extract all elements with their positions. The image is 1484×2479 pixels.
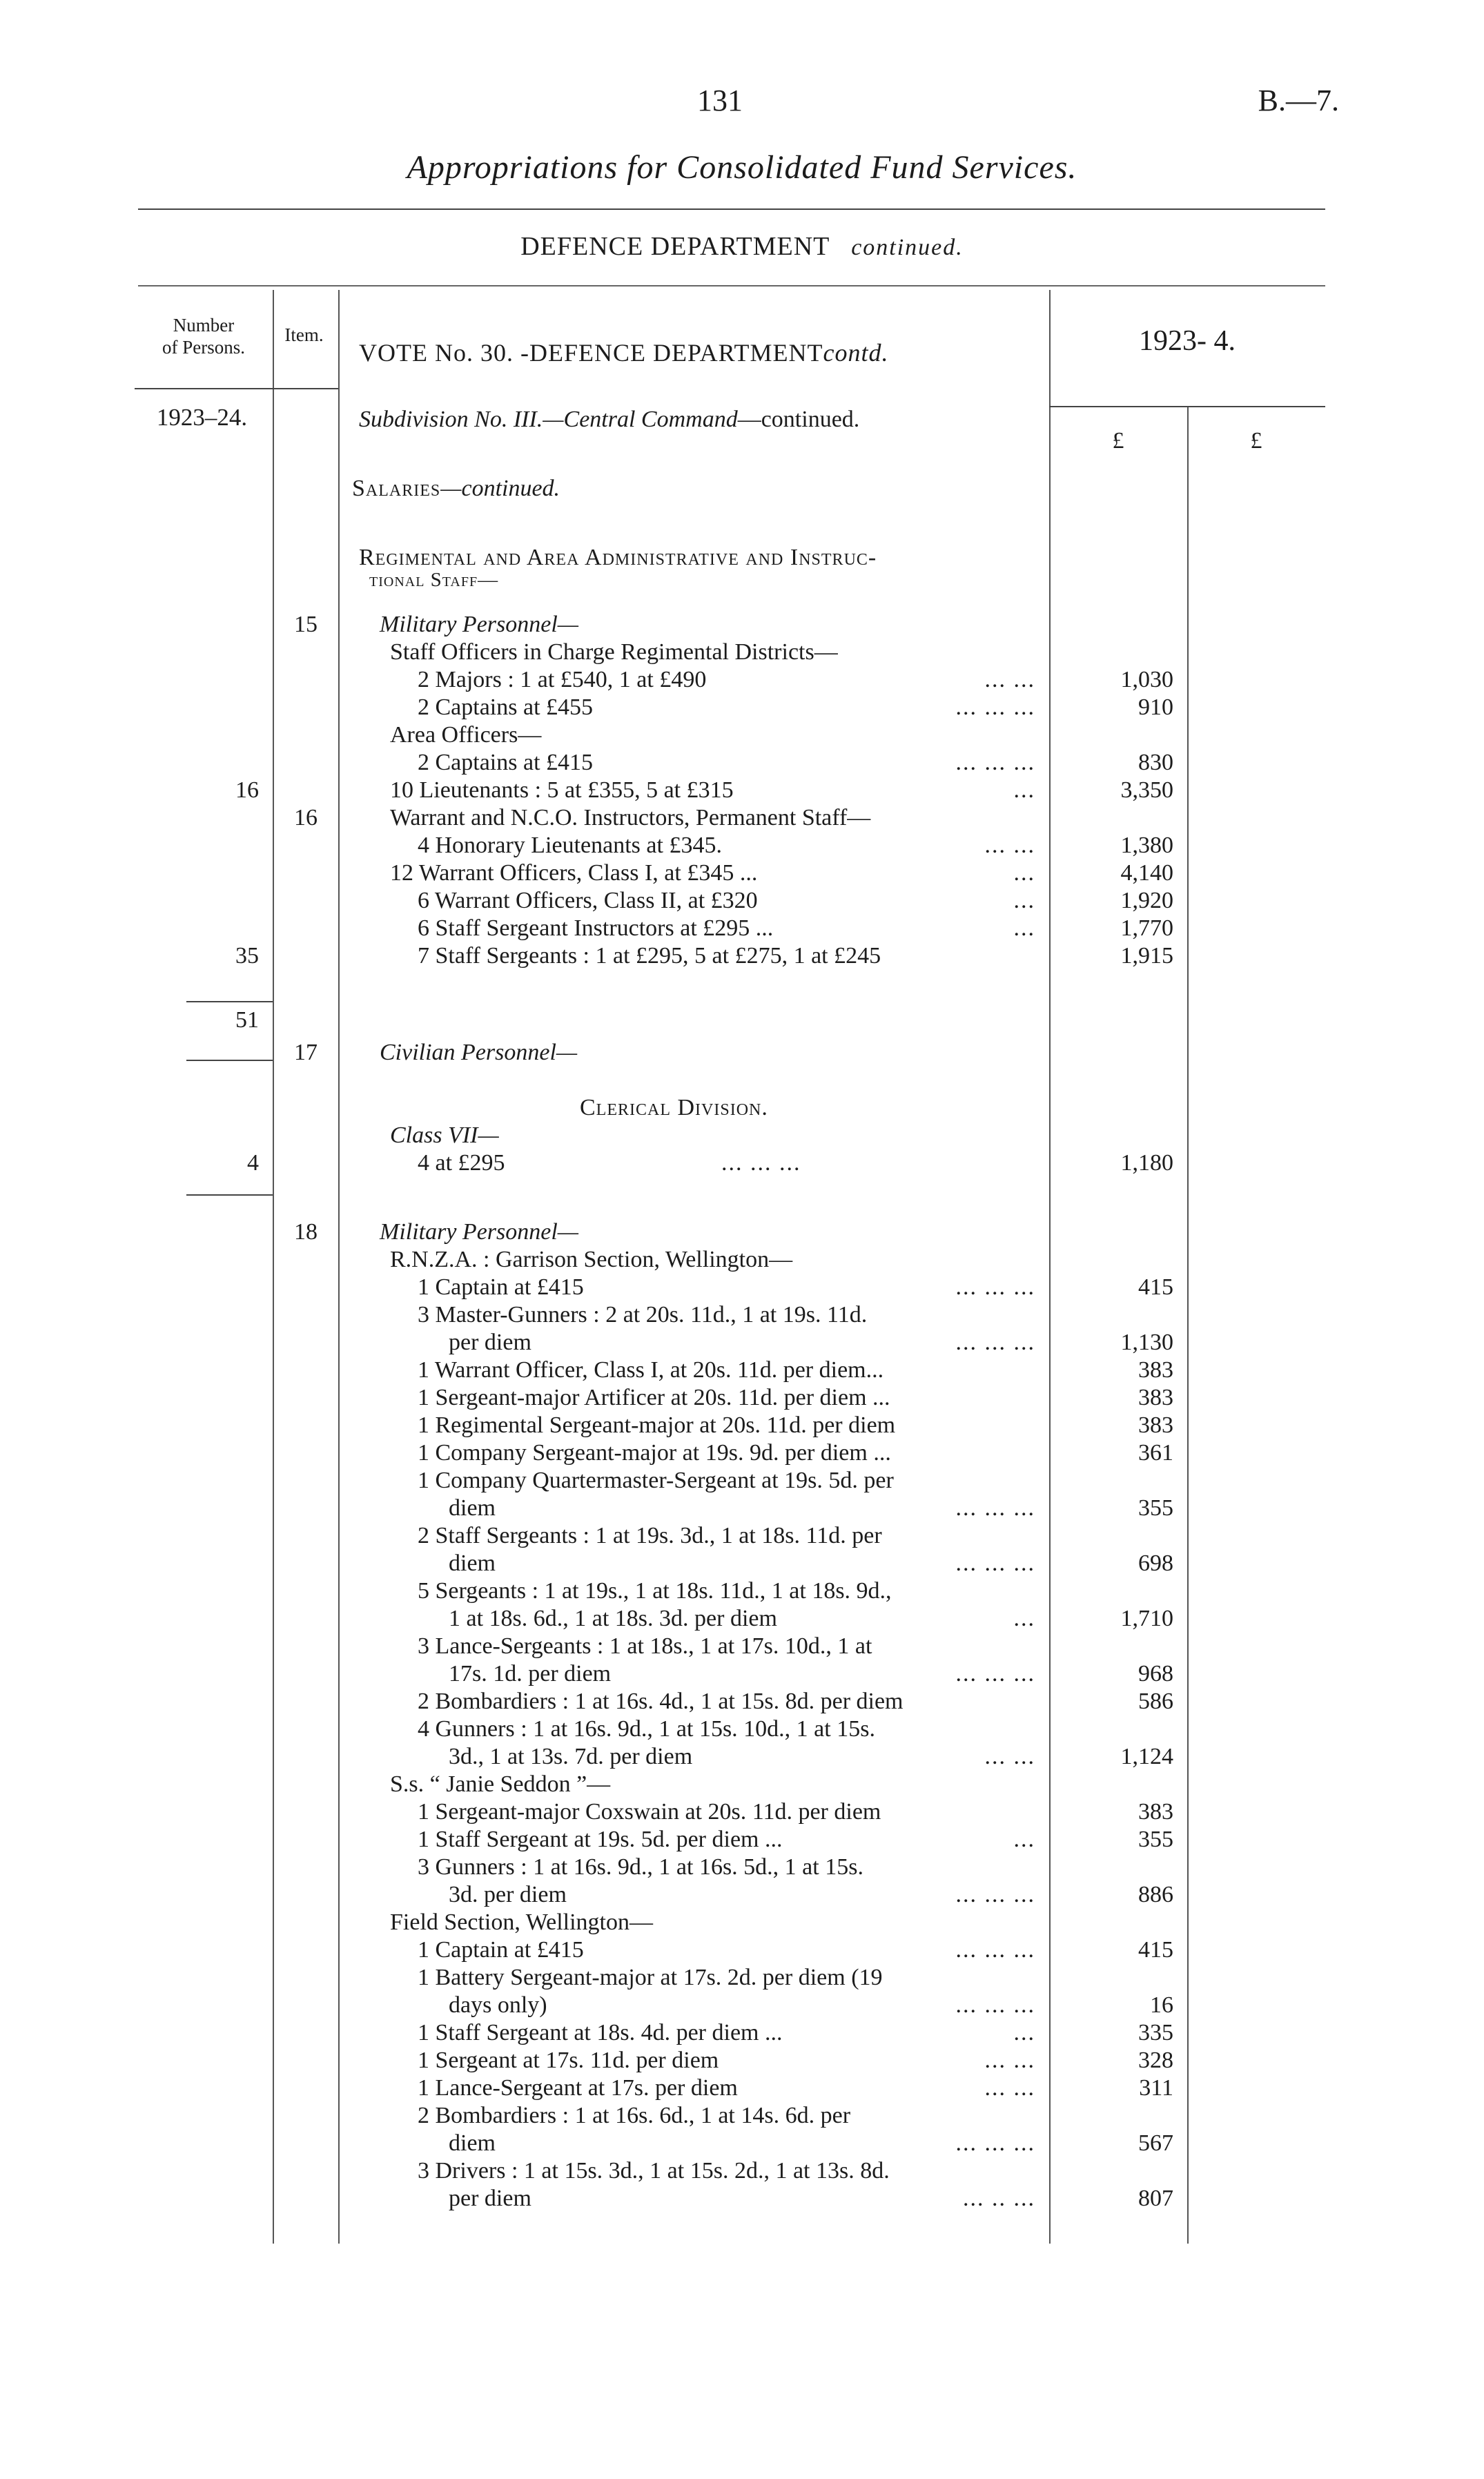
regimental-row-amount: 3,350 — [1120, 777, 1173, 803]
military-row-amount: 311 — [1139, 2075, 1173, 2101]
military-row-amount: 383 — [1138, 1385, 1173, 1410]
regimental-heading-line2: tional Staff— — [369, 569, 499, 591]
military-row-text: 1 Company Quartermaster-Sergeant at 19s. 5d. per — [418, 1468, 894, 1493]
military-leader-dots: ... ... ... — [955, 1661, 1035, 1686]
vote-title — [359, 338, 888, 367]
military-row-text: 1 Lance-Sergeant at 17s. per diem — [418, 2075, 738, 2101]
regimental-row-text: 4 Honorary Lieutenants at £345. — [418, 833, 722, 858]
military-row-amount: 361 — [1138, 1440, 1173, 1466]
regimental-leader-dots: ... — [1013, 888, 1035, 913]
civilian-persons: 4 — [247, 1150, 259, 1176]
pound-sign-2: £ — [1250, 428, 1262, 454]
military-row-text: 3d., 1 at 13s. 7d. per diem — [449, 1744, 693, 1769]
regimental-row-text: 6 Staff Sergeant Instructors at £295 ... — [418, 915, 774, 941]
military-row-amount: 1,124 — [1120, 1744, 1173, 1769]
military-row-text: 1 Captain at £415 — [418, 1937, 584, 1963]
regimental-row-text: Military Personnel— — [380, 612, 579, 637]
military-row-text: diem — [449, 1495, 496, 1521]
military-row-amount: 415 — [1138, 1937, 1173, 1963]
military-row-text: diem — [449, 2130, 496, 2156]
header-persons — [131, 314, 276, 358]
military-row-text: per diem — [449, 2186, 531, 2211]
military-row-text: 1 Sergeant-major Artificer at 20s. 11d. per diem ... — [418, 1385, 890, 1410]
class-vii-heading: Class VII— — [390, 1122, 499, 1148]
regimental-leader-dots: ... ... — [984, 833, 1035, 858]
military-row-text: per diem — [449, 1330, 531, 1355]
military-leader-dots: ... — [1013, 1606, 1035, 1631]
regimental-heading-line1: Regimental and Area Administrative and Instruc- — [359, 545, 877, 570]
military-leader-dots: ... — [1013, 2020, 1035, 2045]
department-heading — [0, 231, 1484, 262]
page-reference: B.—7. — [1258, 84, 1339, 117]
regimental-row-item-number: 15 — [294, 612, 318, 637]
column-rule-persons — [273, 290, 274, 2244]
military-row-text: 2 Staff Sergeants : 1 at 19s. 3d., 1 at 18s. 11d. per — [418, 1523, 882, 1548]
regimental-row-persons: 16 — [235, 777, 259, 803]
year-left: 1923–24. — [156, 404, 248, 431]
military-row-text: R.N.Z.A. : Garrison Section, Wellington— — [390, 1247, 793, 1272]
military-row-text: 2 Bombardiers : 1 at 16s. 4d., 1 at 15s. 8d. per diem — [418, 1689, 904, 1714]
military-row-text: 1 Warrant Officer, Class I, at 20s. 11d. per diem... — [418, 1357, 884, 1383]
military-row-text: Field Section, Wellington— — [390, 1909, 654, 1935]
regimental-row-text: Staff Officers in Charge Regimental Districts— — [390, 639, 838, 665]
military-row-text: 17s. 1d. per diem — [449, 1661, 612, 1686]
military-leader-dots: ... ... ... — [955, 1992, 1035, 2018]
military-row-amount: 415 — [1138, 1274, 1173, 1300]
military-row-text: S.s. “ Janie Seddon ”— — [390, 1771, 611, 1797]
military-row-amount: 886 — [1138, 1882, 1173, 1907]
military-leader-dots: ... ... ... — [955, 1274, 1035, 1300]
page-title: Appropriations for Consolidated Fund Services. — [407, 149, 1077, 186]
military-leader-dots: ... ... — [984, 1744, 1035, 1769]
military-leader-dots: ... ... ... — [955, 1330, 1035, 1355]
column-rule-item — [338, 290, 340, 2244]
military-row-amount: 1,710 — [1120, 1606, 1173, 1631]
military-leader-dots: ... ... — [984, 2075, 1035, 2101]
military-row-text: 1 Battery Sergeant-major at 17s. 2d. per diem (19 — [418, 1965, 883, 1990]
regimental-leader-dots: ... — [1013, 777, 1035, 803]
regimental-row-text: Area Officers— — [390, 722, 542, 748]
military-leader-dots: ... .. ... — [963, 2186, 1035, 2211]
regimental-row-text: 2 Majors : 1 at £540, 1 at £490 — [418, 667, 707, 692]
military-row-amount: 968 — [1138, 1661, 1173, 1686]
civilian-line: 4 at £295 — [418, 1150, 505, 1176]
page-number: 131 — [697, 84, 743, 117]
regimental-leader-dots: ... ... ... — [955, 694, 1035, 720]
military-row-text: 3 Gunners : 1 at 16s. 9d., 1 at 16s. 5d., 1 at 15s. — [418, 1854, 863, 1880]
military-row-amount: 698 — [1138, 1550, 1173, 1576]
military-row-text: 1 Regimental Sergeant-major at 20s. 11d. per diem — [418, 1412, 896, 1438]
regimental-row-amount: 1,915 — [1120, 943, 1173, 969]
regimental-row-item-number: 16 — [294, 805, 318, 830]
military-row-amount: 807 — [1138, 2186, 1173, 2211]
military-row-text: 1 at 18s. 6d., 1 at 18s. 3d. per diem — [449, 1606, 777, 1631]
header-persons-line1: Number — [173, 315, 235, 336]
regimental-leader-dots: ... — [1013, 915, 1035, 941]
regimental-row-amount: 1,920 — [1120, 888, 1173, 913]
military-row-amount: 567 — [1138, 2130, 1173, 2156]
table-top-rule — [138, 285, 1325, 286]
regimental-row-text: Warrant and N.C.O. Instructors, Permanent Staff— — [390, 805, 871, 830]
subdivision-heading: Subdivision No. III.—Central Command—continued. — [359, 407, 860, 432]
military-leader-dots: ... — [1013, 1827, 1035, 1852]
header-rule-persons — [135, 388, 273, 389]
military-row-text: 3 Lance-Sergeants : 1 at 18s., 1 at 17s. 10d., 1 at — [418, 1633, 872, 1659]
military-row-amount: 355 — [1138, 1495, 1173, 1521]
regimental-leader-dots: ... — [1013, 860, 1035, 886]
military-row-text: 1 Staff Sergeant at 19s. 5d. per diem ... — [418, 1827, 783, 1852]
column-rule-totals — [1187, 407, 1189, 2244]
military-leader-dots: ... ... ... — [955, 1495, 1035, 1521]
regimental-row-text: 6 Warrant Officers, Class II, at £320 — [418, 888, 758, 913]
regimental-row-text: 2 Captains at £415 — [418, 750, 594, 775]
header-persons-line2: of Persons. — [162, 337, 245, 358]
header-rule-item — [273, 388, 338, 389]
regimental-row-amount: 1,770 — [1120, 915, 1173, 941]
civilian-heading: Civilian Personnel— — [380, 1040, 578, 1065]
regimental-row-amount: 4,140 — [1120, 860, 1173, 886]
regimental-row-amount: 1,030 — [1120, 667, 1173, 692]
vote-title-text: VOTE No. 30. -DEFENCE DEPARTMENT — [359, 339, 823, 367]
military-row-text: diem — [449, 1550, 496, 1576]
military-leader-dots: ... ... ... — [955, 2130, 1035, 2156]
salaries-heading: Salaries—continued. — [352, 476, 560, 501]
regimental-row-text: 2 Captains at £455 — [418, 694, 594, 720]
civilian-rule — [186, 1194, 273, 1196]
military-row-text: 4 Gunners : 1 at 16s. 9d., 1 at 15s. 10d., 1 at 15s. — [418, 1716, 875, 1742]
department-suffix: continued. — [851, 235, 964, 260]
department-name: DEFENCE DEPARTMENT — [520, 232, 830, 261]
military-leader-dots: ... ... ... — [955, 1882, 1035, 1907]
regimental-row-amount: 830 — [1138, 750, 1173, 775]
military-row-amount: 328 — [1138, 2048, 1173, 2073]
civilian-item-number: 17 — [294, 1040, 318, 1065]
pound-sign-1: £ — [1112, 428, 1124, 454]
regimental-leader-dots: ... ... ... — [955, 750, 1035, 775]
military-row-text: 3 Master-Gunners : 2 at 20s. 11d., 1 at 19s. 11d. — [418, 1302, 868, 1328]
military-row-text: 3d. per diem — [449, 1882, 567, 1907]
military2-heading: Military Personnel— — [380, 1219, 579, 1245]
military-leader-dots: ... ... — [984, 2048, 1035, 2073]
regimental-row-text: 10 Lieutenants : 5 at £355, 5 at £315 — [390, 777, 734, 803]
military-row-text: 1 Company Sergeant-major at 19s. 9d. per diem ... — [418, 1440, 891, 1466]
regimental-row-text: 12 Warrant Officers, Class I, at £345 ... — [390, 860, 758, 886]
civilian-leader-dots: ... ... ... — [721, 1150, 801, 1176]
military-leader-dots: ... ... ... — [955, 1937, 1035, 1963]
header-item: Item. — [284, 324, 324, 345]
military-row-amount: 355 — [1138, 1827, 1173, 1852]
military-row-text: 1 Staff Sergeant at 18s. 4d. per diem ... — [418, 2020, 783, 2045]
military-row-amount: 586 — [1138, 1689, 1173, 1714]
title-rule — [138, 208, 1325, 210]
regimental-leader-dots: ... ... — [984, 667, 1035, 692]
military-row-text: 1 Captain at £415 — [418, 1274, 584, 1300]
military-row-text: 1 Sergeant-major Coxswain at 20s. 11d. per diem — [418, 1799, 881, 1825]
regimental-row-amount: 910 — [1138, 694, 1173, 720]
header-year: 1923- 4. — [1139, 325, 1236, 357]
subtotal-rule-top — [186, 1001, 273, 1002]
military-row-text: 1 Sergeant at 17s. 11d. per diem — [418, 2048, 719, 2073]
subtotal-persons: 51 — [235, 1007, 259, 1033]
military-row-amount: 383 — [1138, 1412, 1173, 1438]
header-rule-year — [1049, 406, 1325, 407]
regimental-row-text: 7 Staff Sergeants : 1 at £295, 5 at £275, 1 at £245 — [418, 943, 881, 969]
military-row-amount: 16 — [1150, 1992, 1173, 2018]
military-row-text: 2 Bombardiers : 1 at 16s. 6d., 1 at 14s. 6d. per — [418, 2103, 851, 2128]
military-row-text: 5 Sergeants : 1 at 19s., 1 at 18s. 11d., 1 at 18s. 9d., — [418, 1578, 892, 1604]
military-row-amount: 383 — [1138, 1799, 1173, 1825]
military-row-amount: 335 — [1138, 2020, 1173, 2045]
military2-item-number: 18 — [294, 1219, 318, 1245]
regimental-row-amount: 1,380 — [1120, 833, 1173, 858]
regimental-row-persons: 35 — [235, 943, 259, 969]
subtotal-rule-bottom — [186, 1060, 273, 1061]
military-row-text: 3 Drivers : 1 at 15s. 3d., 1 at 15s. 2d., 1 at 13s. 8d. — [418, 2158, 890, 2184]
military-row-amount: 1,130 — [1120, 1330, 1173, 1355]
military-row-text: days only) — [449, 1992, 547, 2018]
military-leader-dots: ... ... ... — [955, 1550, 1035, 1576]
vote-title-suffix: contd. — [823, 339, 889, 367]
clerical-heading: Clerical Division. — [580, 1095, 768, 1120]
civilian-amount: 1,180 — [1120, 1150, 1173, 1176]
military-row-amount: 383 — [1138, 1357, 1173, 1383]
